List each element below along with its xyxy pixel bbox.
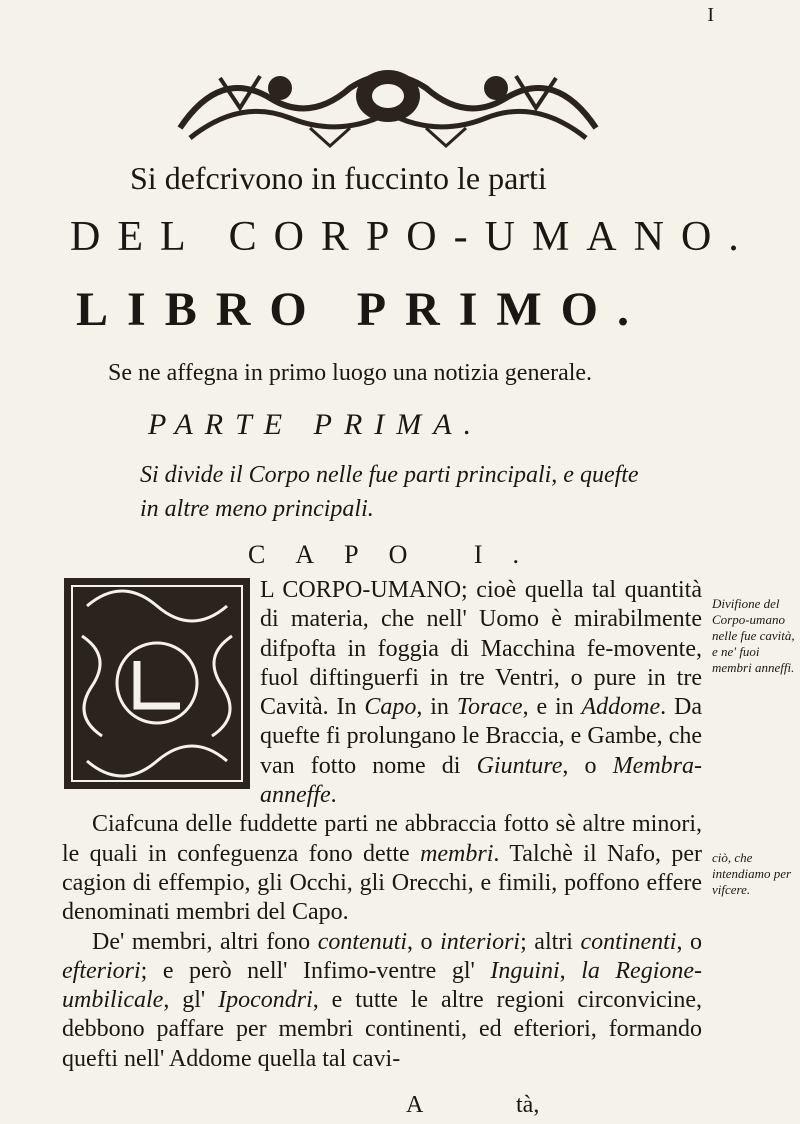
paragraph-1: L CORPO-UMANO; cioè quella tal quantità di materia, che nell' Uomo è mirabilmente difpofta in foggia di Macchina fe-movente, fuol diftinguerfi in tre Ventri, o pure in tre Cavità. In Capo, in Torace, e in Addome. Da quefte fi prolungano le Braccia, e Gambe, che van fotto nome di Giunture, o Membra-anneffe. (260, 577, 703, 809)
catchword: tà, (516, 1092, 540, 1118)
part-summary: Si divide il Corpo nelle fue parti principali, e quefte in altre meno principali. (140, 462, 639, 522)
headpiece-ornament (160, 58, 616, 150)
title-line-1: Si defcrivono in fuccinto le parti (130, 160, 547, 196)
paragraph-3: De' membri, altri fono contenuti, o interiori; altri continenti, o efteriori; e però nell' Infimo-ventre gl' Inguini, la Regione-umbilicale, gl' Ipocondri, e tutte le altre regioni circonvicine, debbono paffare per membri continenti, ed efteriori, formando quefti nell' Addome quella tal cavi- (62, 928, 703, 1072)
body-text (62, 576, 702, 1074)
subtitle: Se ne affegna in primo luogo una notizia generale. (108, 360, 593, 386)
signature-mark: A (406, 1092, 424, 1118)
title-line-2: DEL CORPO-UMANO. (70, 214, 756, 260)
chapter-heading: CAPO I. (248, 540, 550, 569)
paragraph-2: Ciafcuna delle fuddette parti ne abbraccia fotto sè altre minori, le quali in confeguenza fono dette membri. Talchè il Nafo, per cagion di effempio, gli Occhi, gli Orecchi, e fimili, poffono effere denominati membri del Capo. (62, 811, 702, 926)
part-heading: PARTE PRIMA. (148, 408, 484, 441)
page-number: I (707, 4, 714, 26)
margin-note-1: Divifione del Corpo-umano nelle fue cavità, e ne' fuoi membri anneffi. (712, 596, 795, 675)
title-line-3: LIBRO PRIMO. (76, 283, 649, 336)
margin-note-2: ciò, che intendiamo per vifcere. (712, 850, 792, 897)
